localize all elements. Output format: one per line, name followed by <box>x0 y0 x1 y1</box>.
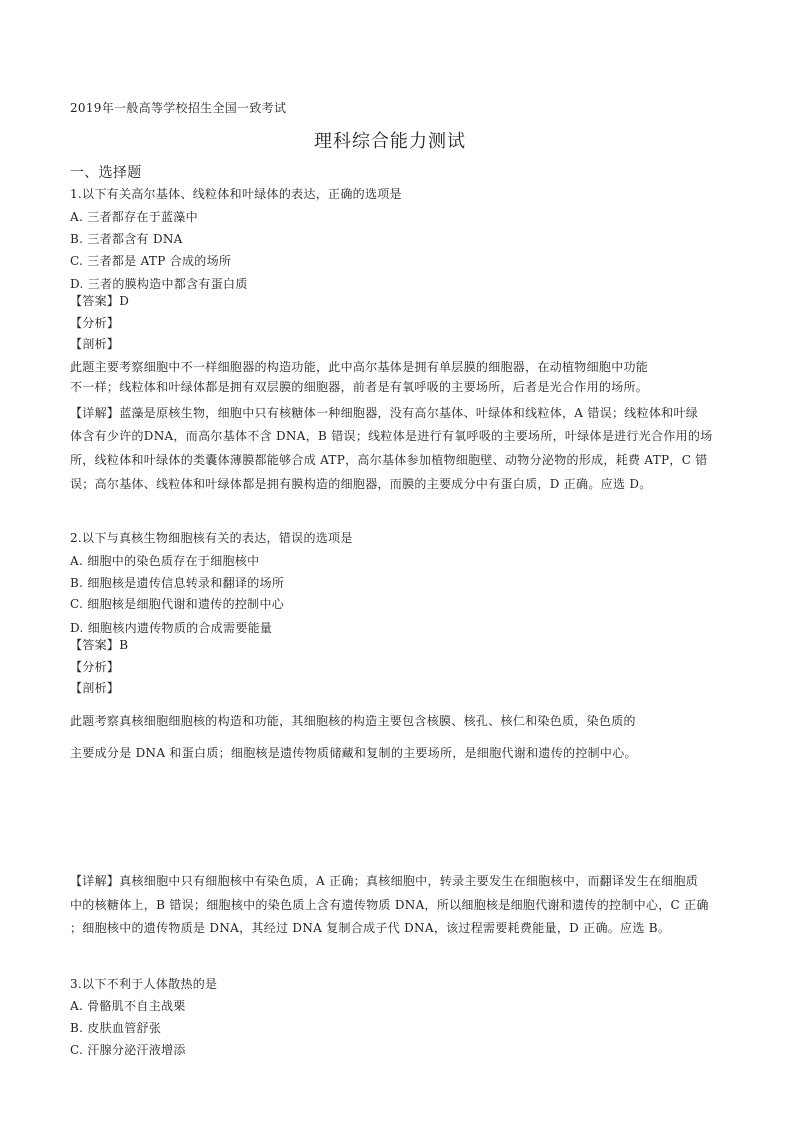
question-1-detail-line-1: 【详解】蓝藻是原核生物，细胞中只有核糖体一种细胞器，没有高尔基体、叶绿体和线粒体，A 错误；线粒体和叶绿 <box>70 406 699 420</box>
question-1-analysis-label: 【分析】 <box>70 316 120 330</box>
exam-header: 2019年一般高等学校招生全国一致考试 <box>70 101 287 115</box>
question-1-dissect-label: 【剖析】 <box>70 337 120 351</box>
question-3-option-b: B. 皮肤血管舒张 <box>70 1021 162 1035</box>
question-1-explain-line-1: 此题主要考察细胞中不一样细胞器的构造功能，此中高尔基体是拥有单层膜的细胞器，在动植物细胞中功能 <box>70 360 649 374</box>
question-3-option-a: A. 骨骼肌不自主战栗 <box>70 999 186 1013</box>
question-1-detail-line-3: 所，线粒体和叶绿体的类囊体薄膜都能够合成 ATP，高尔基体参加植物细胞壁、动物分泌物的形成，耗费 ATP，C 错 <box>70 453 708 467</box>
question-2-dissect-label: 【剖析】 <box>70 681 120 695</box>
question-1-option-d: D. 三者的膜构造中都含有蛋白质 <box>70 277 248 291</box>
question-1-option-a: A. 三者都存在于蓝藻中 <box>70 210 198 224</box>
question-2-analysis-label: 【分析】 <box>70 660 120 674</box>
question-1-stem: 1.以下有关高尔基体、线粒体和叶绿体的表达，正确的选项是 <box>70 187 402 201</box>
question-2-stem: 2.以下与真核生物细胞核有关的表达，错误的选项是 <box>70 531 353 545</box>
question-1-detail-line-2: 体含有少许的DNA，而高尔基体不含 DNA，B 错误；线粒体是进行有氧呼吸的主要场所，叶绿体是进行光合作用的场 <box>70 429 713 443</box>
question-1-answer: 【答案】D <box>70 294 130 308</box>
question-2-explain-line-1: 此题考察真核细胞细胞核的构造和功能，其细胞核的构造主要包含核膜、核孔、核仁和染色质，染色质的 <box>70 714 636 728</box>
question-2-detail-line-2: 中的核糖体上，B 错误；细胞核中的染色质上含有遗传物质 DNA，所以细胞核是细胞代谢和遗传的控制中心，C 正确 <box>70 898 709 912</box>
page-title: 理科综合能力测试 <box>314 131 466 152</box>
question-2-option-d: D. 细胞核内遗传物质的合成需要能量 <box>70 621 273 635</box>
question-1-detail-line-4: 误；高尔基体、线粒体和叶绿体都是拥有膜构造的细胞器，而膜的主要成分中有蛋白质，D 正确。应选 D。 <box>70 477 652 491</box>
question-2-option-c: C. 细胞核是细胞代谢和遗传的控制中心 <box>70 597 285 611</box>
question-2-detail-line-1: 【详解】真核细胞中只有细胞核中有染色质，A 正确；真核细胞中，转录主要发生在细胞核中，而翻译发生在细胞质 <box>70 874 699 888</box>
question-3-stem: 3.以下不利于人体散热的是 <box>70 977 218 991</box>
question-2-explain-line-2: 主要成分是 DNA 和蛋白质；细胞核是遗传物质储藏和复制的主要场所，是细胞代谢和遗传的控制中心。 <box>70 746 637 760</box>
question-3-option-c: C. 汗腺分泌汗液增添 <box>70 1043 186 1057</box>
question-2-option-b: B. 细胞核是遗传信息转录和翻译的场所 <box>70 576 285 590</box>
section-heading: 一、选择题 <box>70 165 142 181</box>
question-2-detail-line-3: ；细胞核中的遗传物质是 DNA，其经过 DNA 复制合成子代 DNA，该过程需要耗费能量，D 正确。应选 B。 <box>70 921 671 935</box>
question-2-answer: 【答案】B <box>70 638 129 652</box>
question-2-option-a: A. 细胞中的染色质存在于细胞核中 <box>70 554 260 568</box>
question-1-explain-line-2: 不一样；线粒体和叶绿体都是拥有双层膜的细胞器，前者是有氧呼吸的主要场所，后者是光合作用的场所。 <box>70 380 649 394</box>
question-1-option-b: B. 三者都含有 DNA <box>70 232 183 246</box>
question-1-option-c: C. 三者都是 ATP 合成的场所 <box>70 254 232 268</box>
